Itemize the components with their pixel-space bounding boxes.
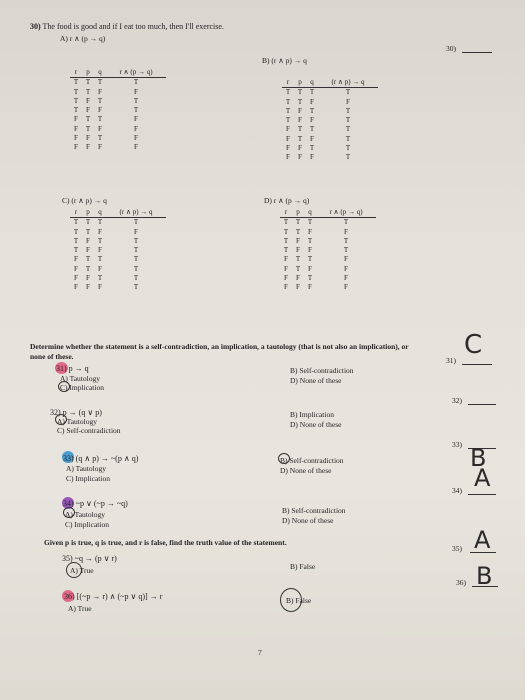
truth-table-b (282, 78, 378, 163)
truth-table-cell: T (283, 246, 289, 255)
truth-table-cell: T (97, 78, 103, 87)
truth-table-cell: T (283, 218, 289, 227)
truth-table-row (70, 218, 166, 228)
truth-table-cell: F (298, 153, 302, 162)
truth-table-cell: F (286, 153, 290, 162)
truth-table-cell: F (284, 274, 288, 283)
q31-stem: 31) p → q (56, 364, 89, 373)
q35-handwritten-answer: A (474, 526, 491, 554)
truth-table-cell: F (134, 115, 138, 124)
truth-table-row (70, 255, 166, 264)
truth-table-cell: F (74, 115, 78, 124)
truth-table-cell: F (310, 153, 314, 162)
truth-table-cell: T (133, 255, 139, 264)
truth-table-cell: F (284, 264, 288, 273)
truth-table-row (282, 125, 378, 134)
truth-table-cell: F (308, 264, 312, 273)
q34-handwritten-answer: A (474, 464, 491, 492)
truth-table-row (282, 116, 378, 125)
truth-table-cell: T (297, 88, 303, 97)
truth-table-cell: F (86, 143, 90, 152)
truth-table-cell: T (345, 125, 351, 134)
q31-option-a[interactable]: A) Tautology (60, 374, 100, 383)
truth-table-cell: F (134, 87, 138, 96)
truth-table-cell: T (297, 125, 303, 134)
truth-table-cell: F (98, 87, 102, 96)
truth-table-cell: F (98, 143, 102, 152)
q30-answer-blank[interactable] (462, 52, 492, 53)
truth-table-cell: F (86, 274, 90, 283)
truth-table-cell: F (98, 264, 102, 273)
truth-table-row (70, 125, 166, 134)
truth-table-cell: F (310, 134, 314, 143)
q30-option-c-label: C) (r ∧ p) → q (62, 196, 107, 205)
truth-table-cell: T (283, 227, 289, 236)
truth-table-row (70, 143, 166, 152)
page-number: 7 (258, 648, 262, 657)
q34-answer-blank[interactable] (468, 494, 496, 495)
truth-table-row (280, 274, 376, 283)
truth-table-cell: T (85, 78, 91, 87)
truth-table-cell: T (97, 96, 103, 105)
truth-table-cell: F (98, 227, 102, 236)
truth-table-row (280, 228, 376, 237)
q34-answer-label: 34) (452, 486, 462, 495)
truth-table-cell: T (285, 97, 291, 106)
truth-table-cell: F (86, 236, 90, 245)
truth-table-cell: T (133, 96, 139, 105)
truth-table-cell: T (307, 255, 313, 264)
truth-table-cell: T (133, 218, 139, 227)
truth-table-cell: F (284, 283, 288, 292)
truth-table-row (70, 246, 166, 255)
truth-table-cell: F (310, 97, 314, 106)
truth-table-row (280, 283, 376, 292)
truth-table-header (280, 208, 376, 218)
truth-table-cell: T (345, 88, 351, 97)
truth-table-cell: F (296, 283, 300, 292)
truth-table-cell: T (343, 236, 349, 245)
truth-table-cell: T (307, 236, 313, 245)
truth-table-cell: T (295, 255, 301, 264)
truth-table-cell: T (97, 274, 103, 283)
truth-table-row (70, 115, 166, 124)
truth-table-cell: F (74, 134, 78, 143)
truth-table-row (70, 78, 166, 88)
q31-answer-blank[interactable] (462, 364, 492, 365)
truth-table-header (70, 68, 166, 78)
truth-table-header-cell: r (282, 78, 294, 88)
truth-table-cell: T (345, 106, 351, 115)
truth-table-cell: T (285, 116, 291, 125)
truth-table-cell: T (345, 134, 351, 143)
truth-table-cell: F (134, 134, 138, 143)
truth-table-row (280, 237, 376, 246)
truth-table-cell: F (298, 116, 302, 125)
instructions-heading: Determine whether the statement is a self-contradiction, an implication, a tautology (that is not also an implication), or (30, 342, 409, 351)
truth-table-header (282, 78, 378, 88)
truth-table-cell: F (284, 255, 288, 264)
truth-table-cell: T (309, 125, 315, 134)
truth-table-cell: T (73, 236, 79, 245)
q36-answer-label: 36) (456, 578, 466, 587)
truth-table-cell: F (286, 144, 290, 153)
truth-table-row (280, 218, 376, 228)
q33-option-b[interactable]: B) Self-contradiction (280, 456, 344, 465)
truth-table-cell: F (86, 246, 90, 255)
truth-table-cell: T (307, 218, 313, 227)
truth-table-row (70, 237, 166, 246)
truth-table-cell: F (344, 283, 348, 292)
truth-table-cell: T (345, 153, 351, 162)
truth-table-cell: T (297, 97, 303, 106)
truth-table-cell: T (97, 134, 103, 143)
truth-table-cell: T (73, 227, 79, 236)
truth-table-cell: F (86, 283, 90, 292)
truth-table-cell: T (73, 96, 79, 105)
q36-option-b[interactable]: B) False (286, 596, 312, 605)
q30-answer-label: 30) (446, 44, 456, 53)
q35-option-a[interactable]: A) True (70, 566, 94, 575)
truth-table-header-cell: q (306, 78, 318, 88)
truth-table-cell: T (133, 283, 139, 292)
q34-stem: 34) ~p ∨ (~p → ~q) (63, 499, 128, 508)
truth-table-cell: F (98, 106, 102, 115)
truth-table-header-cell: (r ∧ p) → q (318, 78, 378, 88)
q33-option-c[interactable]: C) Implication (66, 474, 110, 483)
truth-table-header-cell: q (94, 68, 106, 78)
truth-table-row (280, 246, 376, 255)
truth-table-row (70, 97, 166, 106)
truth-table-row (70, 265, 166, 274)
truth-table-row (282, 88, 378, 98)
truth-table-cell: F (98, 124, 102, 133)
truth-table-cell: T (345, 116, 351, 125)
truth-table-header-cell: r ∧ (p → q) (316, 208, 376, 218)
q36-handwritten-answer: B (476, 562, 493, 590)
truth-table-row (70, 274, 166, 283)
truth-table-header-cell: p (294, 78, 306, 88)
q35-stem: 35) ~q → (p ∨ r) (62, 554, 117, 563)
q34-option-a[interactable]: A) Tautology (65, 510, 105, 519)
truth-table-cell: T (295, 218, 301, 227)
truth-table-cell: T (73, 87, 79, 96)
truth-table-cell: T (295, 264, 301, 273)
truth-table-cell: T (285, 88, 291, 97)
q33-option-d[interactable]: D) None of these (280, 466, 332, 475)
truth-table-header-cell: r (70, 208, 82, 218)
q32-option-c[interactable]: C) Self-contradiction (57, 426, 121, 435)
q31-option-c[interactable]: C) Implication (60, 383, 104, 392)
truth-table-header-cell: p (82, 68, 94, 78)
truth-table-row (280, 265, 376, 274)
truth-table-row (282, 153, 378, 162)
truth-table-cell: T (343, 246, 349, 255)
truth-table-cell: F (286, 125, 290, 134)
truth-table-cell: T (73, 78, 79, 87)
truth-table-cell: F (74, 255, 78, 264)
truth-table-cell: T (97, 236, 103, 245)
truth-table-row (282, 135, 378, 144)
q34-option-b[interactable]: B) Self-contradiction (282, 506, 346, 515)
truth-table-d (280, 208, 376, 293)
truth-table-row (282, 98, 378, 107)
q30-text: 30) The food is good and if I eat too much, then I'll exercise. (30, 22, 224, 31)
truth-table-cell: F (346, 97, 350, 106)
truth-table-cell: F (296, 236, 300, 245)
truth-table-cell: T (73, 246, 79, 255)
truth-table-cell: T (309, 88, 315, 97)
truth-table-cell: T (73, 218, 79, 227)
truth-table-cell: F (308, 246, 312, 255)
truth-table-cell: F (74, 143, 78, 152)
q35-option-b[interactable]: B) False (290, 562, 316, 571)
q31-answer-label: 31) (446, 356, 456, 365)
truth-table-cell: F (298, 144, 302, 153)
q34-option-c[interactable]: C) Implication (65, 520, 109, 529)
truth-table-cell: T (85, 115, 91, 124)
truth-table-cell: T (345, 144, 351, 153)
truth-table-row (282, 144, 378, 153)
truth-table-cell: T (85, 227, 91, 236)
q32-answer-blank[interactable] (468, 404, 496, 405)
truth-table-cell: F (86, 96, 90, 105)
truth-table-a (70, 68, 166, 153)
truth-table-cell: T (285, 106, 291, 115)
truth-table-row (70, 283, 166, 292)
q33-answer-label: 33) (452, 440, 462, 449)
truth-table-cell: T (343, 218, 349, 227)
truth-table-cell: T (133, 274, 139, 283)
q33-handwritten-answer: B (470, 444, 487, 472)
truth-table-cell: F (74, 264, 78, 273)
truth-table-cell: F (308, 283, 312, 292)
truth-table-cell: F (98, 283, 102, 292)
q31-option-d[interactable]: D) None of these (290, 376, 342, 385)
truth-table-cell: F (344, 227, 348, 236)
truth-table-header-cell: q (94, 208, 106, 218)
truth-table-cell: F (134, 143, 138, 152)
q30-option-a-label: A) r ∧ (p → q) (60, 34, 106, 43)
truth-table-cell: T (85, 218, 91, 227)
truth-table-row (280, 255, 376, 264)
truth-table-header-cell: r (70, 68, 82, 78)
truth-table-cell: F (344, 274, 348, 283)
truth-table-row (70, 228, 166, 237)
q36-stem: 36) [(~p → r) ∧ (~p ∨ q)] → r (64, 592, 163, 601)
truth-table-row (70, 106, 166, 115)
q34-option-d[interactable]: D) None of these (282, 516, 334, 525)
q31-handwritten-answer: C (464, 330, 483, 360)
truth-table-cell: T (133, 264, 139, 273)
truth-table-cell: F (298, 106, 302, 115)
truth-table-cell: T (309, 144, 315, 153)
truth-table-cell: F (308, 227, 312, 236)
truth-table-cell: F (134, 227, 138, 236)
truth-table-cell: F (344, 255, 348, 264)
truth-table-cell: T (133, 246, 139, 255)
truth-table-cell: T (85, 264, 91, 273)
truth-table-cell: T (283, 236, 289, 245)
truth-table-header-cell: p (82, 208, 94, 218)
q33-stem: 33) (q ∧ p) → ~(p ∧ q) (63, 454, 139, 463)
q33-option-a[interactable]: A) Tautology (66, 464, 106, 473)
truth-table-cell: T (133, 106, 139, 115)
truth-table-cell: T (307, 274, 313, 283)
truth-table-cell: T (85, 255, 91, 264)
q35-answer-label: 35) (452, 544, 462, 553)
truth-table-cell: F (74, 283, 78, 292)
truth-table-header-cell: q (304, 208, 316, 218)
truth-table-header (70, 208, 166, 218)
q32-answer-label: 32) (452, 396, 462, 405)
q31-option-b[interactable]: B) Self-contradiction (290, 366, 354, 375)
truth-table-cell: F (134, 124, 138, 133)
truth-table-cell: F (86, 134, 90, 143)
q32-option-d[interactable]: D) None of these (290, 420, 342, 429)
truth-table-cell: T (73, 106, 79, 115)
truth-table-cell: F (74, 124, 78, 133)
instructions-truth-value: Given p is true, q is true, and r is false, find the truth value of the statement. (44, 538, 287, 547)
truth-table-cell: T (133, 236, 139, 245)
truth-table-cell: T (297, 134, 303, 143)
truth-table-cell: T (97, 115, 103, 124)
q32-option-b[interactable]: B) Implication (290, 410, 334, 419)
q32-option-a[interactable]: A) Tautology (57, 417, 97, 426)
truth-table-cell: T (85, 87, 91, 96)
truth-table-cell: F (286, 134, 290, 143)
q30-option-b-label: B) (r ∧ p) → q (262, 56, 307, 65)
truth-table-row (70, 88, 166, 97)
truth-table-cell: T (97, 255, 103, 264)
truth-table-cell: T (295, 227, 301, 236)
truth-table-cell: F (296, 246, 300, 255)
q32-stem: 32) p → (q ∨ p) (50, 408, 102, 417)
truth-table-row (282, 107, 378, 116)
q36-option-a[interactable]: A) True (68, 604, 92, 613)
truth-table-header-cell: r ∧ (p → q) (106, 68, 166, 78)
truth-table-cell: F (310, 116, 314, 125)
instructions-heading-cont: none of these. (30, 352, 74, 361)
truth-table-cell: T (85, 124, 91, 133)
truth-table-header-cell: (r ∧ p) → q (106, 208, 166, 218)
truth-table-header-cell: r (280, 208, 292, 218)
truth-table-row (70, 134, 166, 143)
truth-table-cell: F (86, 106, 90, 115)
q30-option-d-label: D) r ∧ (p → q) (264, 196, 310, 205)
truth-table-cell: T (309, 106, 315, 115)
truth-table-c (70, 208, 166, 293)
truth-table-cell: F (344, 264, 348, 273)
truth-table-cell: F (296, 274, 300, 283)
truth-table-cell: F (98, 246, 102, 255)
truth-table-header-cell: p (292, 208, 304, 218)
truth-table-cell: T (133, 78, 139, 87)
truth-table-cell: F (74, 274, 78, 283)
truth-table-cell: T (97, 218, 103, 227)
